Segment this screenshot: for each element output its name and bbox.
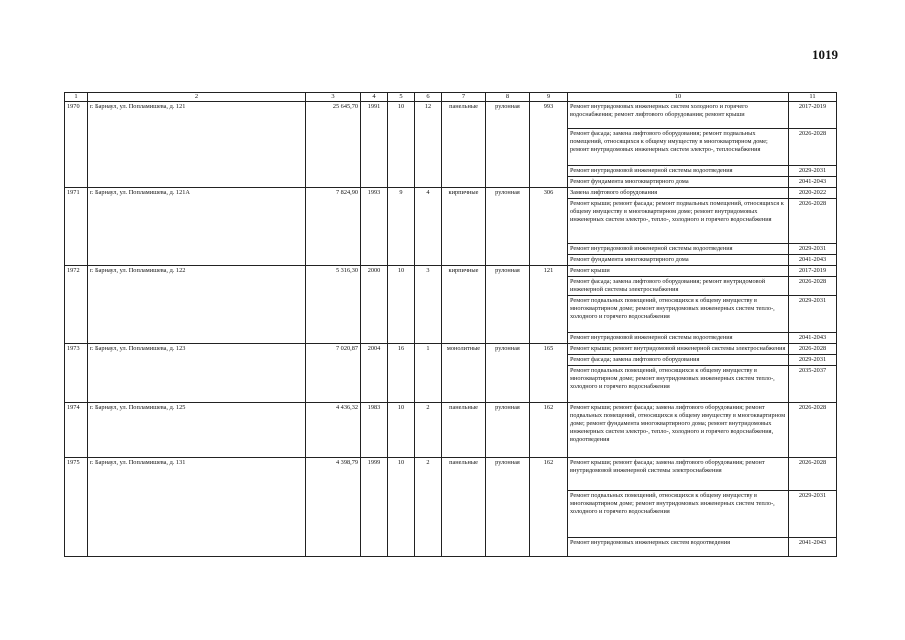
building-floors: 10 [388,102,415,188]
work-description: Ремонт фасада; замена лифтового оборудования [568,355,789,366]
table-row [65,102,837,129]
work-description: Ремонт внутридомовых инженерных систем водоотведения [568,538,789,557]
building-area: 4 436,32 [306,403,361,458]
work-description: Ремонт внутридомовой инженерной системы водоотведения [568,166,789,177]
building-floors: 9 [388,188,415,266]
building-entrances: 3 [415,266,442,344]
residents-count: 165 [530,344,568,403]
building-floors: 10 [388,458,415,557]
table-row [65,266,837,277]
building-number: 1973 [65,344,88,403]
wall-material: панельные [442,403,486,458]
roof-type: рулонная [486,266,530,344]
building-entrances: 1 [415,344,442,403]
work-period: 2026-2028 [789,458,837,491]
building-address: г. Барнаул, ул. Попламишева, д. 121А [88,188,306,266]
work-period: 2017-2019 [789,102,837,129]
work-period: 2017-2019 [789,266,837,277]
roof-type: рулонная [486,403,530,458]
work-description: Ремонт крыши; ремонт фасада; замена лифтового оборудования; ремонт внутридомовой инженерной системы электроснабжения [568,458,789,491]
column-header: 3 [306,93,361,102]
building-entrances: 12 [415,102,442,188]
table-row [65,188,837,199]
building-address: г. Барнаул, ул. Попламишева, д. 122 [88,266,306,344]
work-period: 2041-2043 [789,538,837,557]
work-description: Ремонт внутридомовых инженерных систем холодного и горячего водоснабжения; ремонт лифтового оборудования; ремонт крыши [568,102,789,129]
work-description: Ремонт внутридомовой инженерной системы водоотведения [568,333,789,344]
work-period: 2020-2022 [789,188,837,199]
building-area: 5 316,30 [306,266,361,344]
roof-type: рулонная [486,188,530,266]
table-row [65,458,837,491]
building-address: г. Барнаул, ул. Попламишева, д. 125 [88,403,306,458]
building-year: 2004 [361,344,388,403]
page-number: 1019 [812,47,838,62]
work-period: 2041-2043 [789,333,837,344]
table-row [65,403,837,458]
wall-material: панельные [442,458,486,557]
building-year: 2000 [361,266,388,344]
work-description: Ремонт фундамента многоквартирного дома [568,255,789,266]
building-entrances: 2 [415,403,442,458]
work-description: Ремонт фасада; замена лифтового оборудования; ремонт внутридомовой инженерной системы электроснабжения [568,277,789,296]
building-number: 1970 [65,102,88,188]
building-floors: 10 [388,266,415,344]
residents-count: 306 [530,188,568,266]
residents-count: 121 [530,266,568,344]
column-header: 1 [65,93,88,102]
work-period: 2041-2043 [789,177,837,188]
residents-count: 162 [530,403,568,458]
work-period: 2026-2028 [789,403,837,458]
wall-material: панельные [442,102,486,188]
work-description: Ремонт фундамента многоквартирного дома [568,177,789,188]
work-description: Ремонт подвальных помещений, относящихся к общему имуществу в многоквартирном доме; ремонт внутридомовых инженерных систем тепло-, холодного и горячего водоснабжения [568,491,789,538]
building-entrances: 4 [415,188,442,266]
building-floors: 10 [388,403,415,458]
work-period: 2035-2037 [789,366,837,403]
repair-program-table [64,92,837,557]
work-period: 2026-2028 [789,199,837,244]
work-period: 2029-2031 [789,355,837,366]
work-period: 2029-2031 [789,491,837,538]
roof-type: рулонная [486,458,530,557]
building-floors: 16 [388,344,415,403]
column-header: 7 [442,93,486,102]
building-number: 1971 [65,188,88,266]
column-header: 10 [568,93,789,102]
building-number: 1975 [65,458,88,557]
building-area: 7 020,87 [306,344,361,403]
building-year: 1993 [361,188,388,266]
roof-type: рулонная [486,344,530,403]
work-description: Ремонт крыши [568,266,789,277]
building-area: 25 645,70 [306,102,361,188]
work-description: Замена лифтового оборудования [568,188,789,199]
building-area: 4 398,79 [306,458,361,557]
work-period: 2029-2031 [789,244,837,255]
building-year: 1999 [361,458,388,557]
work-description: Ремонт фасада; замена лифтового оборудования; ремонт подвальных помещений, относящихся к общему имуществу в многоквартирном доме; ремонт внутридомовых инженерных систем электро-, теплоснабжения [568,129,789,166]
column-header: 2 [88,93,306,102]
column-number-header [65,93,837,102]
work-description: Ремонт подвальных помещений, относящихся к общему имуществу в многоквартирном доме; ремонт внутридомовых инженерных систем тепло-, холодного и горячего водоснабжения [568,296,789,333]
work-period: 2026-2028 [789,344,837,355]
residents-count: 162 [530,458,568,557]
column-header: 6 [415,93,442,102]
table-row [65,344,837,355]
building-year: 1991 [361,102,388,188]
roof-type: рулонная [486,102,530,188]
work-period: 2026-2028 [789,277,837,296]
building-area: 7 824,90 [306,188,361,266]
column-header: 9 [530,93,568,102]
building-number: 1974 [65,403,88,458]
work-description: Ремонт крыши; ремонт внутридомовой инженерной системы электроснабжения [568,344,789,355]
wall-material: кирпичные [442,188,486,266]
work-period: 2029-2031 [789,166,837,177]
column-header: 4 [361,93,388,102]
work-period: 2041-2043 [789,255,837,266]
building-address: г. Барнаул, ул. Попламишева, д. 123 [88,344,306,403]
building-address: г. Барнаул, ул. Попламишева, д. 131 [88,458,306,557]
column-header: 5 [388,93,415,102]
column-header: 8 [486,93,530,102]
work-description: Ремонт крыши; ремонт фасада; замена лифтового оборудования; ремонт подвальных помещений, относящихся к общему имуществу в многоквартирном доме; ремонт фундамента многоквартирного дома; ремонт внутридомовых инженерных систем электро-, тепло-, холодного и горячего водоснабжения, водоотведения [568,403,789,458]
residents-count: 993 [530,102,568,188]
work-description: Ремонт внутридомовой инженерной системы водоотведения [568,244,789,255]
building-entrances: 2 [415,458,442,557]
work-description: Ремонт подвальных помещений, относящихся к общему имуществу в многоквартирном доме; ремонт внутридомовых инженерных систем тепло-, холодного и горячего водоснабжения [568,366,789,403]
building-number: 1972 [65,266,88,344]
column-header: 11 [789,93,837,102]
work-period: 2026-2028 [789,129,837,166]
wall-material: монолитные [442,344,486,403]
building-address: г. Барнаул, ул. Попламишева, д. 121 [88,102,306,188]
work-description: Ремонт крыши; ремонт фасада; ремонт подвальных помещений, относящихся к общему имуществу в многоквартирном доме; ремонт внутридомовых инженерных систем электро-, тепло-, холодного и горячего водоснабжения [568,199,789,244]
work-period: 2029-2031 [789,296,837,333]
building-year: 1983 [361,403,388,458]
wall-material: кирпичные [442,266,486,344]
